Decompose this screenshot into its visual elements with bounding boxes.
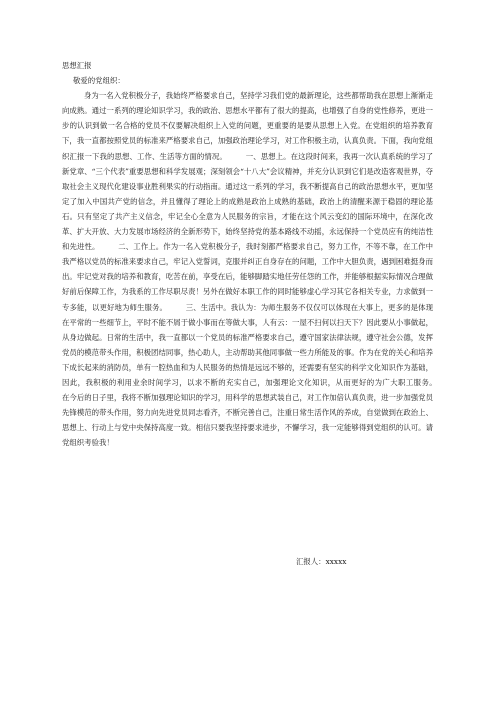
report-document [62,58,456,450]
document-title: 思想汇报 [62,61,92,70]
report-body: 身为一名入党积极分子，我始终严格要求自己，坚持学习我们党的最新理论，这些都帮助我在思想上渐渐走向成熟。通过一系列的理论知识学习，我的政治、思想水平都有了很大的提高，也增强了自身的党性修养，更进一步的认识到做一名合格的党员不仅要解决组织上入党的问题，更重要的是要从思想上入党。在党组织的培养教育下，我一直都按照党员的标准来严格要求自己，加强政治理论学习，对工作积极主动，认真负责。下面，我向党组织汇报一下我的思想、工作、生活等方面的情况。 一、思想上。在这段时间来，我再一次认真系统的学习了新党章、“三个代表”重要思想和科学发展观；深刻领会“十八大”会议精神，并充分认识到它们是改造客观世界，夺取社会主义现代化建设事业胜利果实的行动指南。通过这一系列的学习，我不断提高自己的政治思想水平，更加坚定了加入中国共产党的信念，并且懂得了理论上的成熟是政治上成熟的基础，政治上的清醒来源于稳固的理论基石。只有坚定了共产主义信念，牢记全心全意为人民服务的宗旨，才能在这个风云变幻的国际环境中，在深化改革、扩大开放、大力发展市场经济的全新形势下，始终坚持党的基本路线不动摇，永远保持一个党员应有的纯洁性和先进性。 二、工作上。作为一名入党积极分子，我时刻都严格要求自己，努力工作，不等不靠，在工作中我严格以党员的标准来要求自己，牢记入党誓词，克服并纠正自身存在的问题，工作中大胆负责，遇到困难挺身而出。牢记党对我的培养和教育，吃苦在前，享受在后，能够脚踏实地任劳任怨的工作，并能够根据实际情况合理做好前后保障工作，为我系的工作尽职尽责！另外在做好本职工作的同时能够虚心学习其它各相关专业，力求做到一专多能，以更好地为师生服务。 三、生活中。我认为：为师生服务不仅仅可以体现在大事上，更多的是体现在平常的一些细节上，平时不能不屑于做小事而在等做大事，人有云：一屋不扫何以扫天下？因此要从小事做起，从身边做起。日常的生活中，我一直都以一个党员的标准严格要求自己，遵守国家法律法规，遵守社会公德，发挥党员的模范带头作用，积极团结同事，热心助人，主动帮助其他同事做一些力所能及的事。作为在党的关心和培养下成长起来的消防员，单有一腔热血和为人民服务的热情是远远不够的，还需要有坚实的科学文化知识作为基础，因此，我积极的利用业余时间学习，以求不断的充实自己，加强理论文化知识，从而更好的为广大职工服务。 在今后的日子里，我将不断加强理论知识的学习，用科学的思想武装自己，对工作加倍认真负责，进一步加强党员先锋模范的带头作用，努力向先进党员同志看齐，不断完善自己，注重日常生活作风的养成，自觉做到在政治上、思想上、行动上与党中央保持高度一致。相信只要我坚持要求进步，不懈学习，我一定能够得到党组织的认可。请党组织考验我！ [62,91,456,448]
salutation: 敬爱的党组织： [73,76,125,86]
signature-line: 汇报人：xxxxx [296,557,347,566]
